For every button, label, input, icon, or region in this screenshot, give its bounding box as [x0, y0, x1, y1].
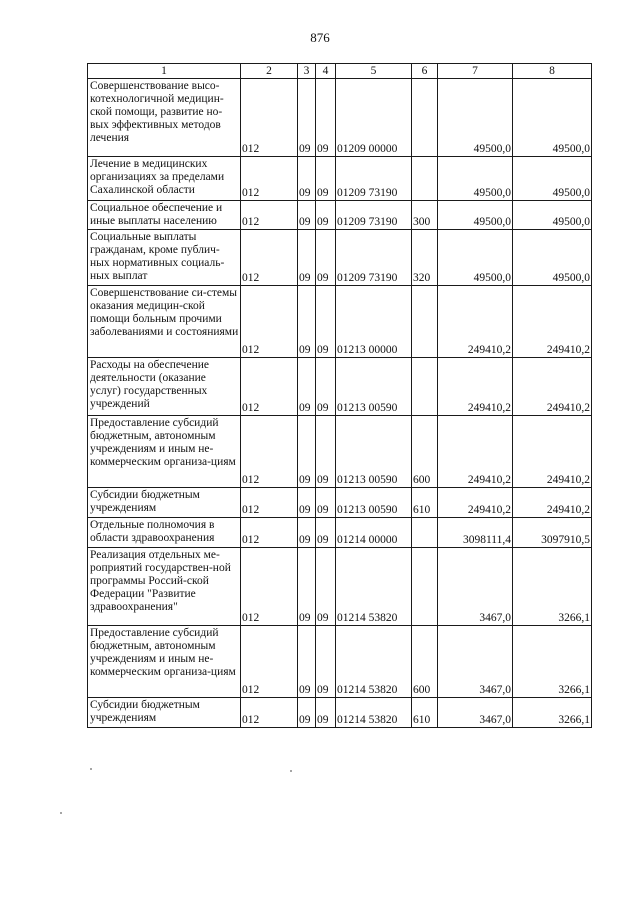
section-cell: 09: [298, 157, 316, 201]
table-row: [88, 416, 592, 488]
row-name-cell: Отдельные полномочия в области здравоохранения: [88, 518, 241, 548]
subsection-cell: 09: [316, 157, 336, 201]
amount-year2-cell: 3266,1: [513, 626, 592, 698]
target-article-cell: 01214 53820: [336, 626, 412, 698]
amount-year1-cell: 49500,0: [438, 201, 513, 230]
target-article-cell: 01209 00000: [336, 79, 412, 157]
expense-type-cell: 610: [412, 698, 438, 728]
table-row: [88, 286, 592, 358]
section-cell: 09: [298, 230, 316, 286]
target-article-cell: 01209 73190: [336, 230, 412, 286]
subsection-cell: 09: [316, 698, 336, 728]
ministry-code-cell: 012: [241, 358, 298, 416]
target-article-cell: 01214 53820: [336, 548, 412, 626]
amount-year1-cell: 3098111,4: [438, 518, 513, 548]
target-article-cell: 01213 00000: [336, 286, 412, 358]
section-cell: 09: [298, 79, 316, 157]
target-article-cell: 01214 00000: [336, 518, 412, 548]
row-name-cell: Лечение в медицинских организациях за пределами Сахалинской области: [88, 157, 241, 201]
row-name-cell: Социальные выплаты гражданам, кроме публич-ных нормативных социаль-ных выплат: [88, 230, 241, 286]
col-header: 8: [513, 64, 592, 79]
row-name-cell: Расходы на обеспечение деятельности (оказание услуг) государственных учреждений: [88, 358, 241, 416]
expense-type-cell: [412, 358, 438, 416]
ministry-code-cell: 012: [241, 626, 298, 698]
ministry-code-cell: 012: [241, 698, 298, 728]
amount-year2-cell: 49500,0: [513, 157, 592, 201]
scan-speck: [60, 812, 62, 814]
table-row: [88, 201, 592, 230]
expense-type-cell: 600: [412, 416, 438, 488]
page-number: 876: [310, 30, 330, 45]
ministry-code-cell: 012: [241, 79, 298, 157]
section-cell: 09: [298, 626, 316, 698]
scan-speck: [90, 768, 92, 770]
amount-year1-cell: 249410,2: [438, 416, 513, 488]
target-article-cell: 01209 73190: [336, 201, 412, 230]
expense-type-cell: [412, 548, 438, 626]
row-name-cell: Совершенствование высо-котехнологичной медицин-ской помощи, развитие но-вых эффективных методов лечения: [88, 79, 241, 157]
amount-year2-cell: 3266,1: [513, 548, 592, 626]
amount-year2-cell: 249410,2: [513, 488, 592, 518]
col-header: 7: [438, 64, 513, 79]
target-article-cell: 01213 00590: [336, 416, 412, 488]
expense-type-cell: 320: [412, 230, 438, 286]
table-row: [88, 79, 592, 157]
amount-year2-cell: 49500,0: [513, 230, 592, 286]
subsection-cell: 09: [316, 518, 336, 548]
amount-year2-cell: 49500,0: [513, 79, 592, 157]
row-name-cell: Совершенствование си-стемы оказания медицин-ской помощи больным прочими заболеваниями и состояниями: [88, 286, 241, 358]
table-row: [88, 548, 592, 626]
target-article-cell: 01213 00590: [336, 488, 412, 518]
row-name-cell: Реализация отдельных ме-роприятий государствен-ной программы Россий-ской Федерации "Развитие здравоохранения": [88, 548, 241, 626]
amount-year2-cell: 249410,2: [513, 286, 592, 358]
subsection-cell: 09: [316, 358, 336, 416]
col-header: 1: [88, 64, 241, 79]
amount-year1-cell: 49500,0: [438, 79, 513, 157]
section-cell: 09: [298, 416, 316, 488]
amount-year1-cell: 3467,0: [438, 698, 513, 728]
subsection-cell: 09: [316, 416, 336, 488]
expense-type-cell: [412, 286, 438, 358]
section-cell: 09: [298, 518, 316, 548]
expense-type-cell: [412, 518, 438, 548]
ministry-code-cell: 012: [241, 157, 298, 201]
row-name-cell: Социальное обеспечение и иные выплаты населению: [88, 201, 241, 230]
amount-year2-cell: 3097910,5: [513, 518, 592, 548]
table-row: [88, 698, 592, 728]
amount-year1-cell: 49500,0: [438, 157, 513, 201]
ministry-code-cell: 012: [241, 548, 298, 626]
ministry-code-cell: 012: [241, 201, 298, 230]
amount-year1-cell: 249410,2: [438, 488, 513, 518]
subsection-cell: 09: [316, 230, 336, 286]
expense-type-cell: [412, 79, 438, 157]
section-cell: 09: [298, 201, 316, 230]
table-header-row: [88, 64, 592, 79]
amount-year1-cell: 49500,0: [438, 230, 513, 286]
section-cell: 09: [298, 358, 316, 416]
ministry-code-cell: 012: [241, 518, 298, 548]
amount-year2-cell: 49500,0: [513, 201, 592, 230]
table-row: [88, 488, 592, 518]
scan-speck: [290, 770, 292, 772]
target-article-cell: 01209 73190: [336, 157, 412, 201]
ministry-code-cell: 012: [241, 286, 298, 358]
subsection-cell: 09: [316, 79, 336, 157]
col-header: 2: [241, 64, 298, 79]
amount-year1-cell: 249410,2: [438, 358, 513, 416]
target-article-cell: 01213 00590: [336, 358, 412, 416]
amount-year2-cell: 3266,1: [513, 698, 592, 728]
ministry-code-cell: 012: [241, 488, 298, 518]
section-cell: 09: [298, 488, 316, 518]
table-row: [88, 358, 592, 416]
section-cell: 09: [298, 286, 316, 358]
table-row: [88, 626, 592, 698]
budget-table: [87, 63, 592, 728]
col-header: 4: [316, 64, 336, 79]
expense-type-cell: 610: [412, 488, 438, 518]
row-name-cell: Субсидии бюджетным учреждениям: [88, 698, 241, 728]
subsection-cell: 09: [316, 626, 336, 698]
table-row: [88, 518, 592, 548]
amount-year1-cell: 3467,0: [438, 626, 513, 698]
amount-year1-cell: 3467,0: [438, 548, 513, 626]
expense-type-cell: 600: [412, 626, 438, 698]
col-header: 5: [336, 64, 412, 79]
row-name-cell: Субсидии бюджетным учреждениям: [88, 488, 241, 518]
subsection-cell: 09: [316, 286, 336, 358]
col-header: 6: [412, 64, 438, 79]
expense-type-cell: [412, 157, 438, 201]
amount-year2-cell: 249410,2: [513, 358, 592, 416]
row-name-cell: Предоставление субсидий бюджетным, автономным учреждениям и иным не-коммерческим организа-циям: [88, 626, 241, 698]
table-row: [88, 230, 592, 286]
subsection-cell: 09: [316, 488, 336, 518]
target-article-cell: 01214 53820: [336, 698, 412, 728]
subsection-cell: 09: [316, 548, 336, 626]
ministry-code-cell: 012: [241, 416, 298, 488]
amount-year2-cell: 249410,2: [513, 416, 592, 488]
col-header: 3: [298, 64, 316, 79]
subsection-cell: 09: [316, 201, 336, 230]
table-row: [88, 157, 592, 201]
section-cell: 09: [298, 548, 316, 626]
ministry-code-cell: 012: [241, 230, 298, 286]
row-name-cell: Предоставление субсидий бюджетным, автономным учреждениям и иным не-коммерческим организа-циям: [88, 416, 241, 488]
expense-type-cell: 300: [412, 201, 438, 230]
section-cell: 09: [298, 698, 316, 728]
amount-year1-cell: 249410,2: [438, 286, 513, 358]
